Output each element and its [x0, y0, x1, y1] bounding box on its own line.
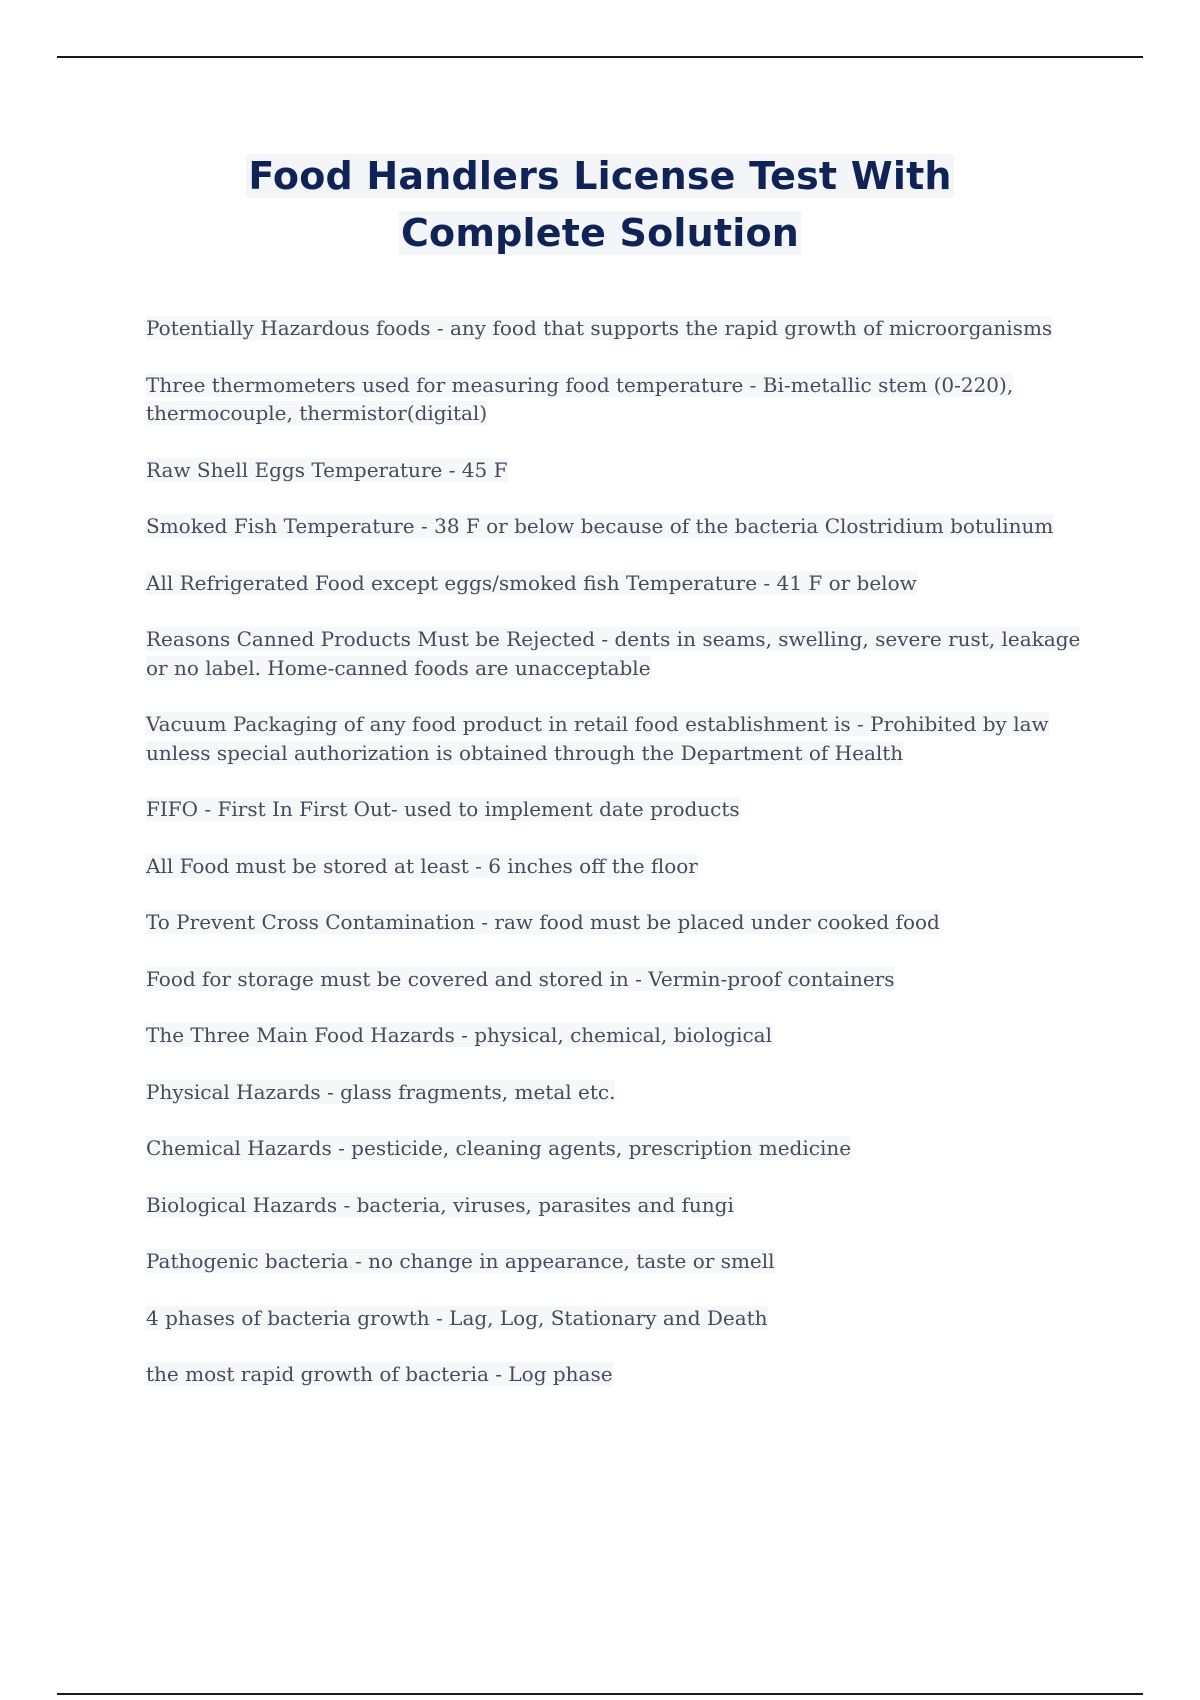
qa-item	[146, 965, 1096, 994]
qa-item	[146, 512, 1096, 541]
qa-item-text: To Prevent Cross Contamination - raw food must be placed under cooked food	[146, 910, 940, 934]
qa-item	[146, 371, 1096, 428]
qa-item	[146, 1021, 1096, 1050]
qa-item-text: All Food must be stored at least - 6 inches off the floor	[146, 853, 698, 878]
qa-item-text: Chemical Hazards - pesticide, cleaning agents, prescription medicine	[146, 1136, 852, 1160]
qa-item	[146, 1360, 1096, 1389]
qa-item-text: Smoked Fish Temperature - 38 F or below because of the bacteria Clostridium botulinum	[146, 514, 1054, 538]
qa-item-text: Pathogenic bacteria - no change in appearance, taste or smell	[146, 1249, 775, 1273]
qa-item	[146, 1191, 1096, 1220]
qa-item	[146, 908, 1096, 937]
qa-item-text: Physical Hazards - glass fragments, metal etc.	[146, 1079, 616, 1104]
title-line-1: Food Handlers License Test With	[248, 154, 952, 198]
qa-item-text: Vacuum Packaging of any food product in retail food establishment is - Prohibited by law unless special authorization is obtained through the Department of Health	[146, 712, 1049, 765]
qa-item	[146, 314, 1096, 343]
qa-item	[146, 1134, 1096, 1163]
qa-item-text: FIFO - First In First Out- used to implement date products	[146, 797, 740, 821]
top-rule	[57, 56, 1143, 58]
qa-item-text: Raw Shell Eggs Temperature - 45 F	[146, 457, 508, 482]
qa-item-text: Biological Hazards - bacteria, viruses, parasites and fungi	[146, 1192, 734, 1217]
qa-item	[146, 710, 1096, 767]
bottom-rule	[57, 1693, 1143, 1695]
qa-item-text: the most rapid growth of bacteria - Log phase	[146, 1362, 613, 1386]
qa-item-text: Three thermometers used for measuring food temperature - Bi-metallic stem (0-220), thermocouple, thermistor(digital)	[146, 372, 1014, 425]
qa-item-text: Potentially Hazardous foods - any food that supports the rapid growth of microorganisms	[146, 316, 1053, 340]
qa-item-text: Reasons Canned Products Must be Rejected - dents in seams, swelling, severe rust, leakage or no label. Home-canned foods are unacceptable	[146, 627, 1081, 680]
qa-item	[146, 1078, 1096, 1107]
qa-item	[146, 1304, 1096, 1333]
qa-item	[146, 625, 1096, 682]
qa-item	[146, 795, 1096, 824]
title-block	[0, 148, 1200, 262]
qa-item	[146, 852, 1096, 881]
qa-item-text: Food for storage must be covered and stored in - Vermin-proof containers	[146, 966, 895, 991]
qa-item-text: The Three Main Food Hazards - physical, chemical, biological	[146, 1023, 773, 1047]
qa-item	[146, 569, 1096, 598]
document-title	[246, 148, 953, 262]
qa-item	[146, 1247, 1096, 1276]
title-line-2: Complete Solution	[400, 211, 800, 255]
qa-item-text: All Refrigerated Food except eggs/smoked fish Temperature - 41 F or below	[146, 570, 917, 595]
qa-list	[146, 314, 1096, 1417]
qa-item-text: 4 phases of bacteria growth - Lag, Log, Stationary and Death	[146, 1305, 768, 1330]
qa-item	[146, 456, 1096, 485]
